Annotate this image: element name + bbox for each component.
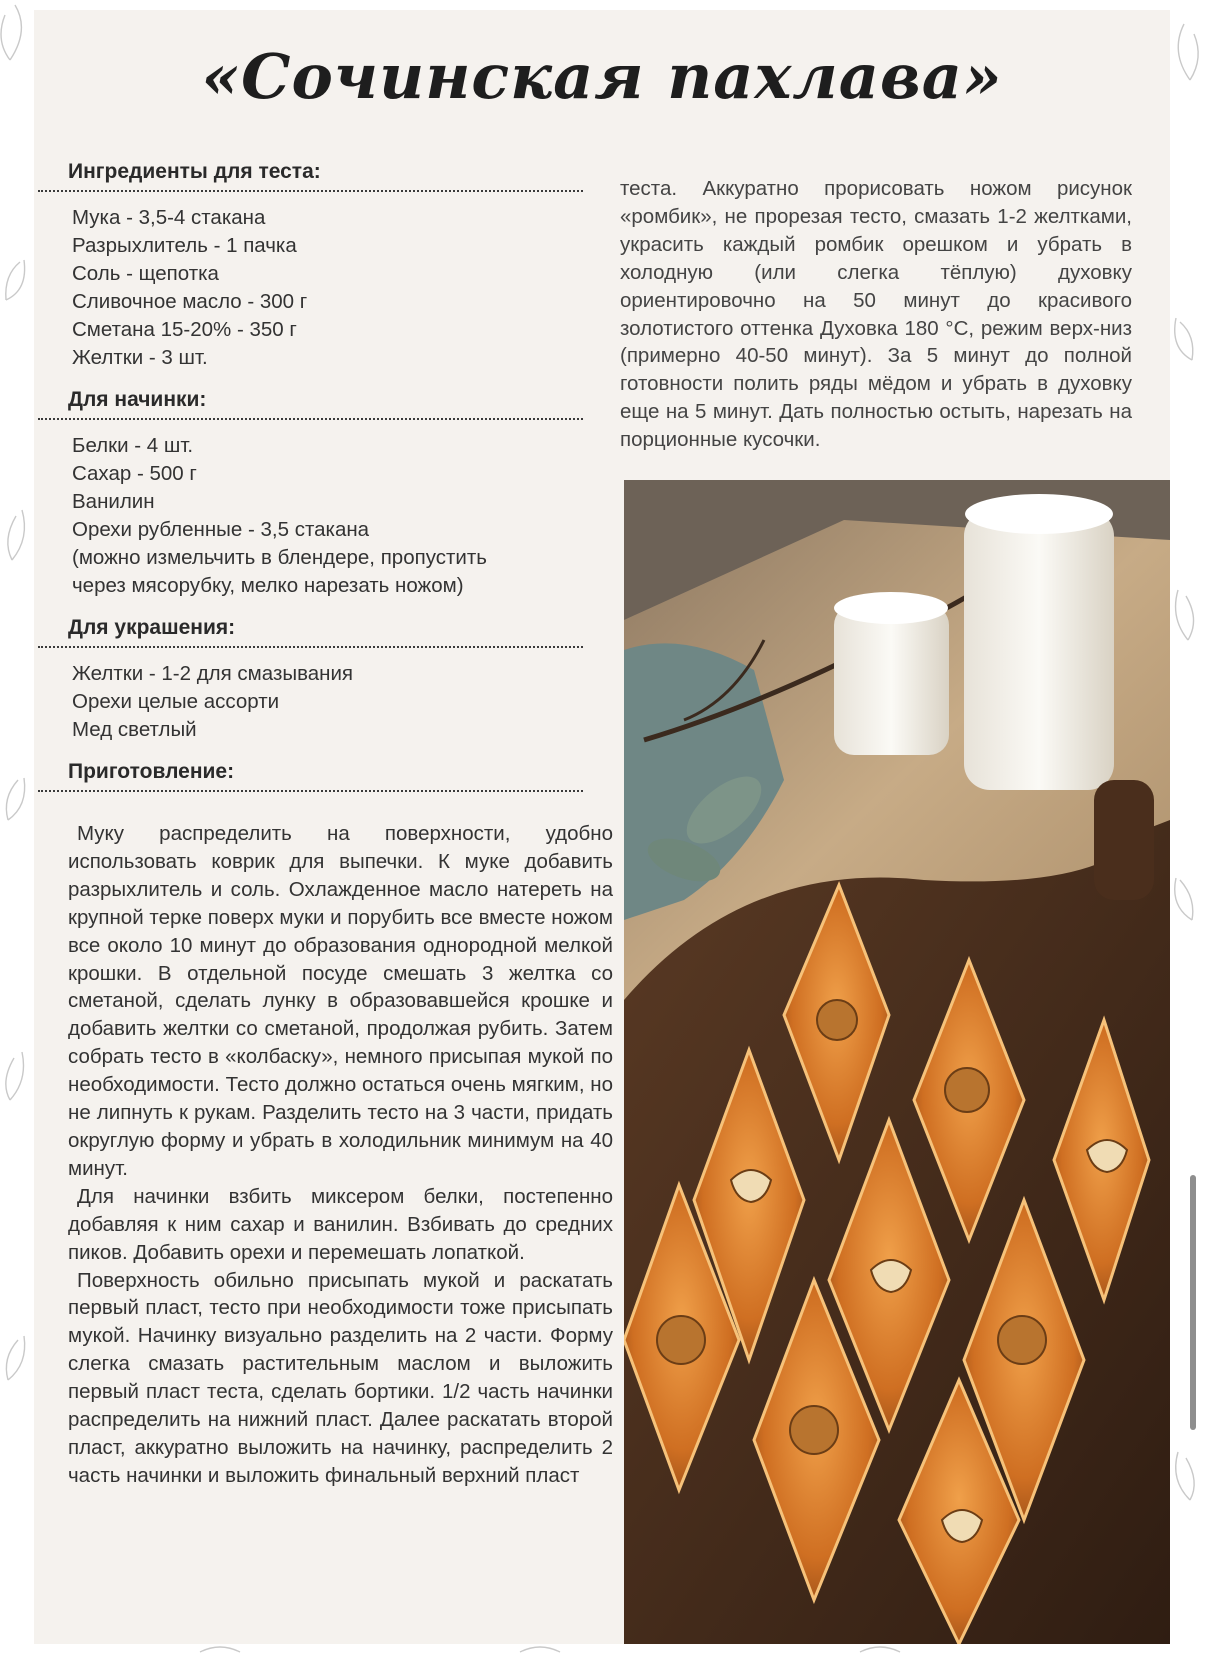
dotted-divider [38, 646, 583, 648]
list-item: Орехи целые ассорти [72, 690, 280, 713]
section-heading: Для украшения: [68, 616, 236, 639]
section-preparation [34, 760, 613, 1490]
section-dough [34, 160, 584, 372]
ingredient-list [72, 432, 584, 600]
paragraph: Муку распределить на поверхности, удобно использовать коврик для выпечки. К муке добавить разрыхлитель и соль. Охлажденное масло натереть на крупной терке поверх муки и порубить все вместе ножом все около 10 минут до образования однородной мелкой крошки. В отдельной посуде смешать 3 желтка со сметаной, сделать лунку в образовавшейся крошке и добавить желтки со сметаной, продолжая рубить. Затем собрать тесто в «колбаску», немного присыпая мукой по необходимости. Тесто должно остаться очень мягким, но не липнуть к рукам. Разделить тесто на 3 части, придать округлую форму и убрать в холодильник минимум на 40 минут. [68, 822, 613, 1180]
paragraph: Поверхность обильно присыпать мукой и раскатать первый пласт, тесто при необходимости тоже присыпать мукой. Начинку визуально разделить на 2 части. Форму слегка смазать растительным маслом и выложить первый пласт теста, сделать бортики. 1/2 часть начинки распределить на нижний пласт. Далее раскатать второй пласт, аккуратно выложить на начинку, распределить 2 часть начинки и выложить финальный верхний пласт [68, 1268, 613, 1487]
section-decoration [34, 616, 584, 744]
list-item: Ванилин [72, 490, 155, 513]
ingredient-list [72, 660, 584, 744]
paragraph: Для начинки взбить миксером белки, постепенно добавляя к ним сахар и ванилин. Взбивать до средних пиков. Добавить орехи и перемешать лопаткой. [68, 1184, 613, 1264]
preparation-text [68, 820, 613, 1490]
baklava-photo [624, 480, 1170, 1644]
list-item: Желтки - 1-2 для смазывания [72, 662, 354, 685]
section-filling [34, 388, 584, 600]
dotted-divider [38, 790, 583, 792]
list-item: Разрыхлитель - 1 пачка [72, 234, 297, 257]
list-item: Орехи рубленные - 3,5 стакана [72, 518, 370, 541]
list-item: Соль - щепотка [72, 262, 219, 285]
dotted-divider [38, 418, 583, 420]
section-heading: Приготовление: [68, 760, 235, 783]
recipe-page [34, 10, 1170, 1644]
preparation-continuation: теста. Аккуратно прорисовать ножом рисунок «ромбик», не прорезая тесто, смазать 1-2 желтками, украсить каждый ромбик орешком и убрать в холодную (или слегка тёплую) духовку ориентировочно на 50 минут до красивого золотистого оттенка Духовка 180 °С, режим верх-низ (примерно 40-50 минут). За 5 минут до полной готовности полить ряды мёдом и убрать в духовку еще на 5 минут. Дать полностью остыть, нарезать на порционные кусочки. [620, 177, 1132, 452]
list-item: через мясорубку, мелко нарезать ножом) [72, 574, 464, 597]
scrollbar[interactable] [1190, 1175, 1196, 1430]
recipe-title: «Сочинская пахлава» [201, 40, 1003, 113]
section-heading: Для начинки: [68, 388, 207, 411]
list-item: Сахар - 500 г [72, 462, 197, 485]
dotted-divider [38, 190, 583, 192]
list-item: Белки - 4 шт. [72, 434, 194, 457]
section-heading: Ингредиенты для теста: [68, 160, 321, 183]
ingredients-column [34, 160, 613, 1490]
list-item: Сметана 15-20% - 350 г [72, 318, 297, 341]
list-item: Желтки - 3 шт. [72, 346, 208, 369]
list-item: (можно измельчить в блендере, пропустить [72, 546, 487, 569]
list-item: Мука - 3,5-4 стакана [72, 206, 266, 229]
list-item: Сливочное масло - 300 г [72, 290, 308, 313]
list-item: Мед светлый [72, 718, 197, 741]
ingredient-list [72, 204, 584, 372]
